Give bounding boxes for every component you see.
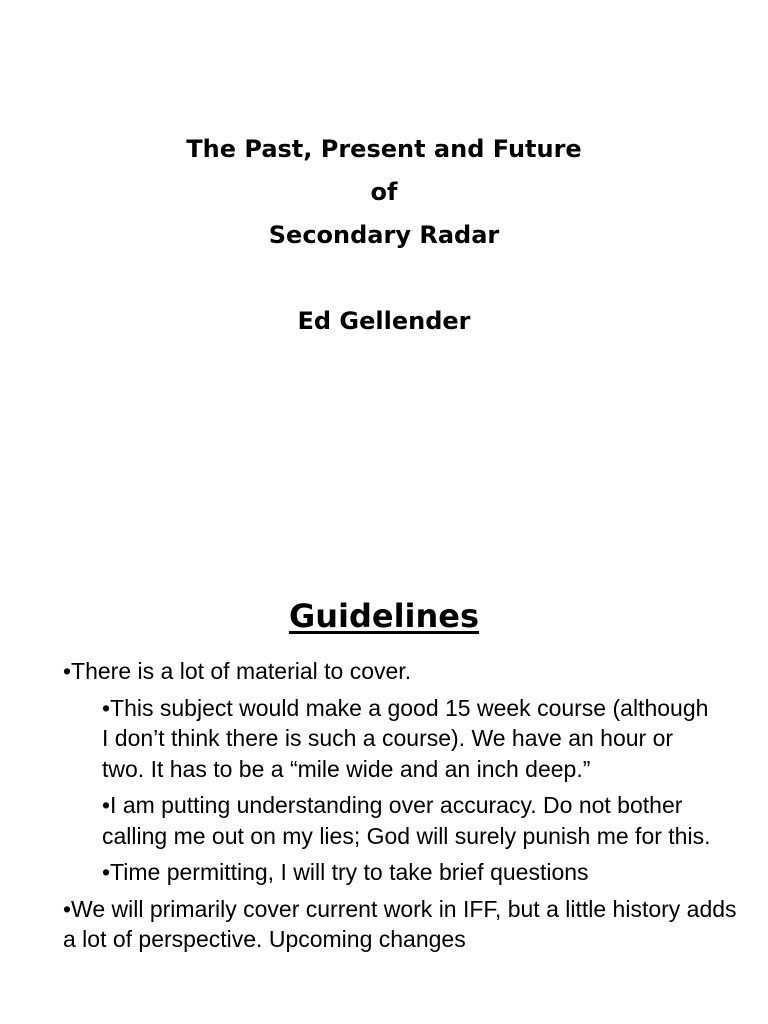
- title-spacer: [0, 257, 768, 300]
- guidelines-slide: [0, 576, 768, 1024]
- author-name: Ed Gellender: [297, 307, 471, 335]
- guidelines-heading: Guidelines: [288, 597, 480, 635]
- title-line-3: Secondary Radar: [268, 221, 500, 249]
- title-block: [0, 128, 768, 343]
- title-line-1: The Past, Present and Future: [186, 135, 582, 163]
- sub-bullet-item: •I am putting understanding over accuracy. Do not bother calling me out on my lies; God will surely punish me for this.: [102, 792, 711, 849]
- bullet-item: •We will primarily cover current work in IFF, but a little history adds a lot of perspective. Upcoming changes: [63, 895, 737, 952]
- sub-bullet-item: •Time permitting, I will try to take brief questions: [102, 859, 589, 885]
- title-line-2: of: [370, 178, 398, 206]
- sub-bullet-item: •This subject would make a good 15 week course (although I don’t think there is such a course). We have an hour or two. It has to be a “mile wide and an inch deep.”: [102, 694, 709, 782]
- bullet-item: •There is a lot of material to cover.: [63, 658, 412, 684]
- bullet-list: [0, 656, 768, 961]
